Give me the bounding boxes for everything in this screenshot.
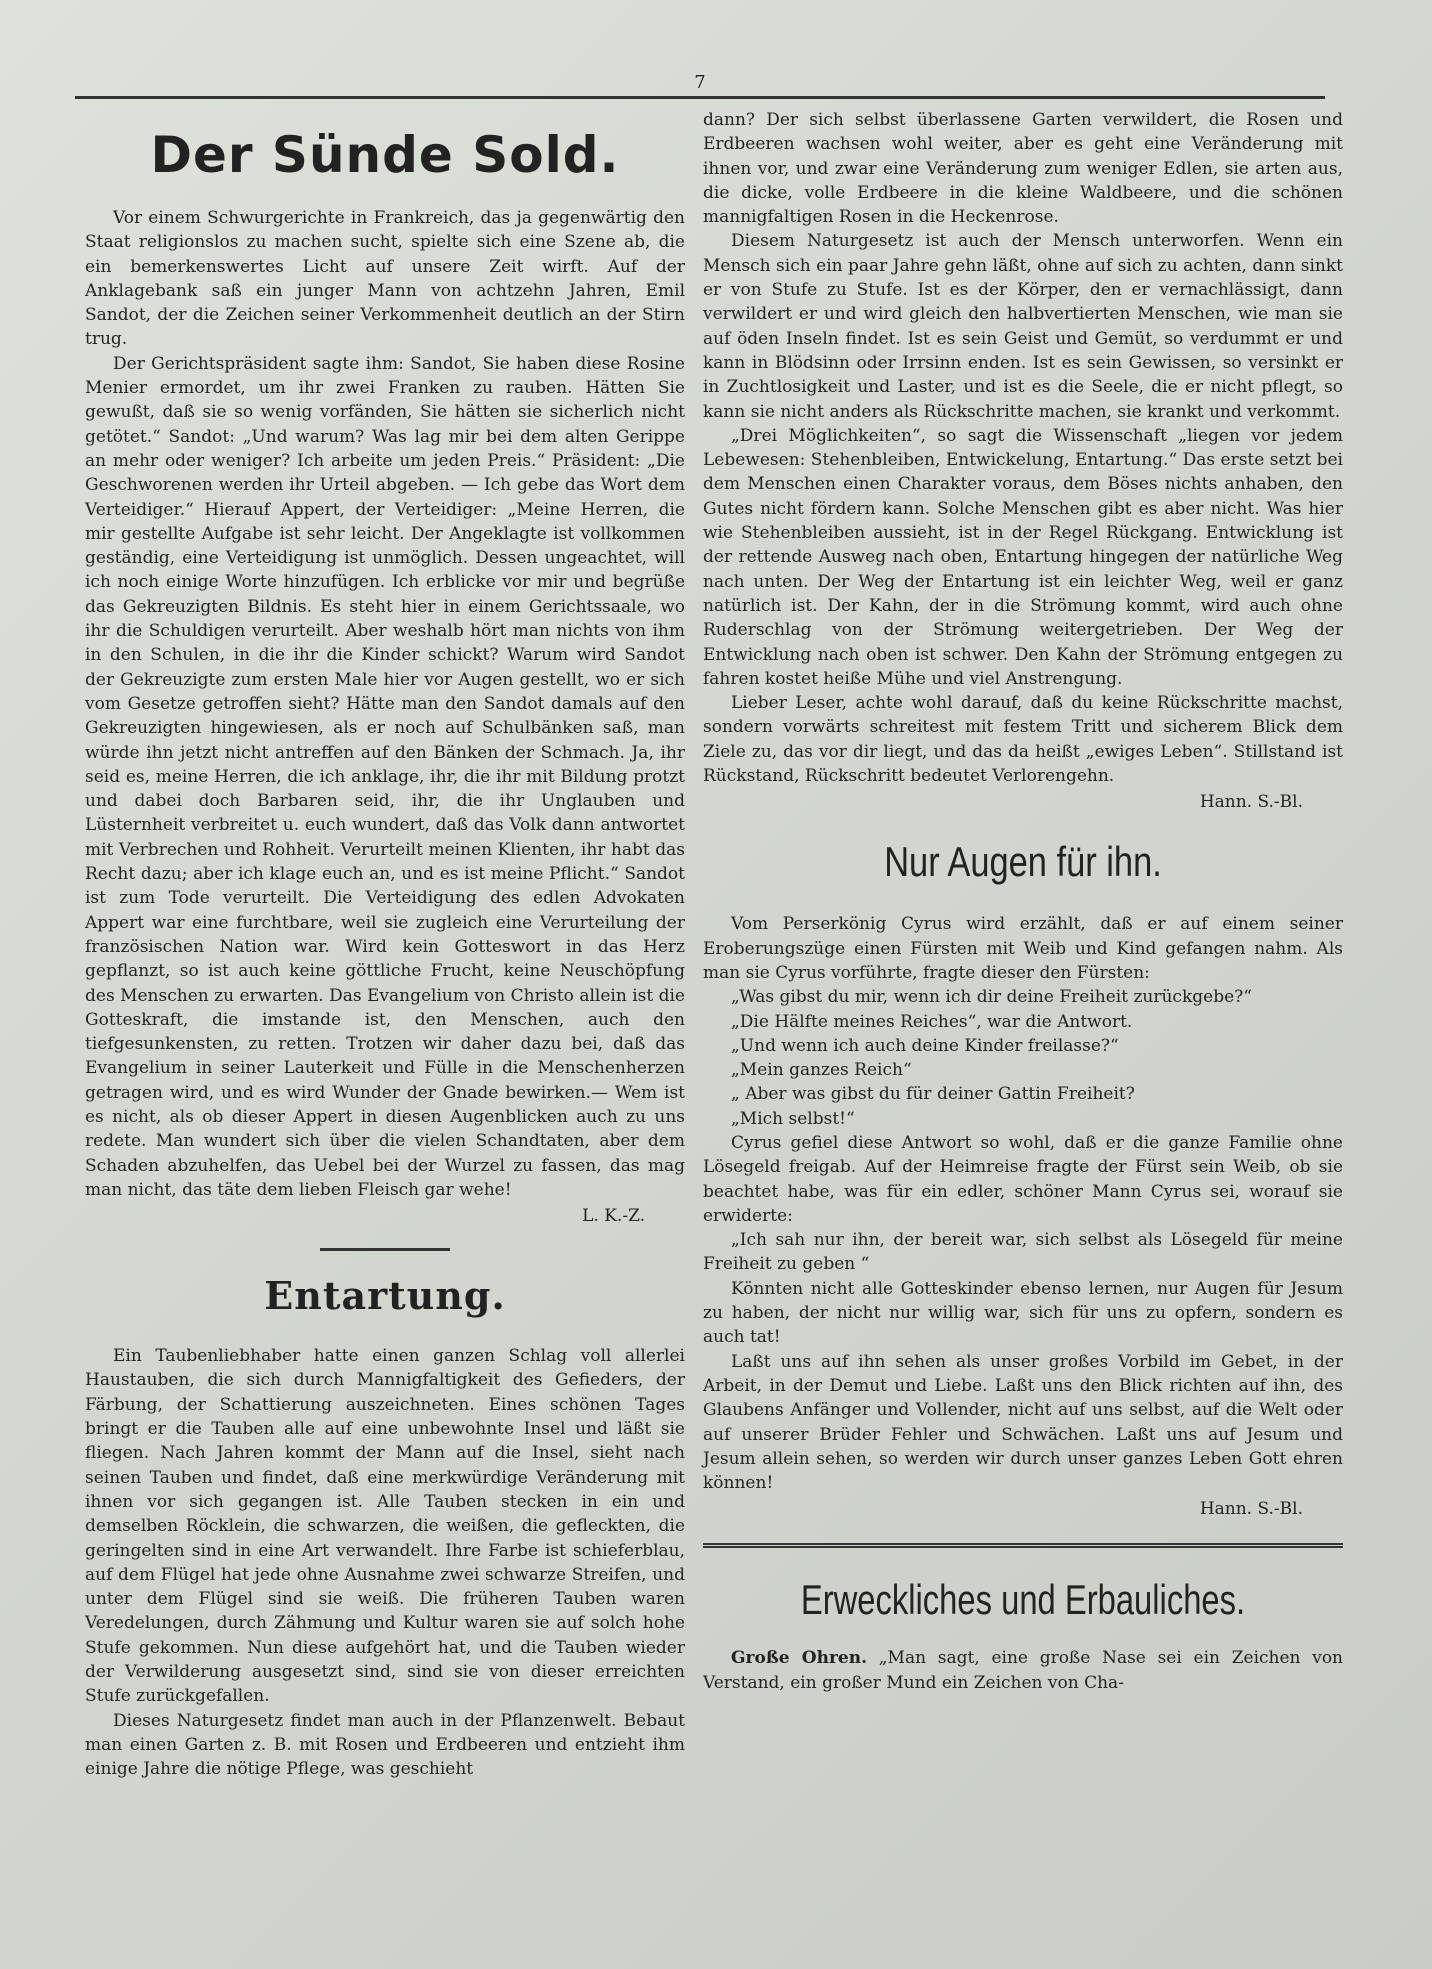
article-title-suende-sold: Der Sünde Sold. [150, 126, 620, 184]
top-rule [75, 96, 1325, 99]
signature: L. K.-Z. [582, 1206, 645, 1227]
dialogue-line: „Die Hälfte meines Reiches“, war die Antwort. [731, 1011, 1133, 1032]
paragraph-text: „Man sagt, eine große Nase sei ein Zeichen von Verstand, ein großer Mund ein Zeichen von Cha- [703, 1648, 1343, 1693]
page-number: 7 [694, 72, 706, 93]
article-title-entartung: Entartung. [264, 1273, 506, 1319]
article-title-nur-augen: Nur Augen für ihn. [884, 838, 1162, 886]
paragraph [703, 1646, 1343, 1695]
section-divider [703, 1543, 1343, 1550]
paragraph: Vor einem Schwurgerichte in Frankreich, das ja gegenwärtig den Staat religionslos zu machen sucht, spielte sich eine Szene ab, die ein bemerkenswertes Licht auf unsere Zeit wirft. Auf der Anklagebank saß ein junger Mann von achtzehn Jahren, Emil Sandot, der die Zeichen seiner Verkommenheit deutlich an der Stirn trug. [85, 208, 685, 350]
lead-term: Große Ohren. [731, 1648, 868, 1669]
right-column [703, 108, 1343, 1695]
left-column [85, 108, 685, 1782]
paragraph: Cyrus gefiel diese Antwort so wohl, daß er die ganze Familie ohne Lösegeld freigab. Auf der Heimreise fragte der Fürst sein Weib, ob sie beachtet habe, was für ein edler, schöner Mann Cyrus sei, worauf sie erwiderte: [703, 1132, 1343, 1226]
signature: Hann. S.-Bl. [1199, 792, 1303, 813]
paragraph: „Drei Möglichkeiten“, so sagt die Wissenschaft „liegen vor jedem Lebewesen: Stehenbleiben, Entwickelung, Entartung.“ Das erste setzt bei dem Menschen einen Charakter voraus, dem Böses nichts anhaben, den Gutes nicht fördern kann. Solche Menschen gibt es aber nicht. Was hier wie Stehenbleiben aussieht, ist in der Regel Rückgang. Entwicklung ist der rettende Ausweg nach oben, Entartung hingegen der natürliche Weg nach unten. Der Weg der Entartung ist ein leichter Weg, weil er ganz natürlich ist. Der Kahn, der in die Strömung kommt, wird auch ohne Ruderschlag von der Strömung weitergetrieben. Der Weg der Entwicklung nach oben ist schwer. Den Kahn der Strömung entgegen zu fahren kostet heiße Mühe und viel Anstrengung. [703, 425, 1343, 689]
paragraph: Vom Perserkönig Cyrus wird erzählt, daß er auf einem seiner Eroberungszüge einen Fürsten mit Weib und Kind gefangen nahm. Als man sie Cyrus vorführte, fragte dieser den Fürsten: [703, 914, 1343, 983]
paragraph: Ein Taubenliebhaber hatte einen ganzen Schlag voll allerlei Haustauben, die sich durch Mannigfaltigkeit des Gefieders, der Färbung, der Schattierung auszeichneten. Eines schönen Tages bringt er die Tauben alle auf eine unbewohnte Insel und läßt sie fliegen. Nach Jahren kommt der Mann auf die Insel, sieht nach seinen Tauben und findet, daß eine merkwürdige Veränderung mit ihnen vor sich gegangen ist. Alle Tauben stecken in ein und demselben Röcklein, die schwarzen, die weißen, die gefleckten, die geringelten sind in eine Art verwandelt. Ihre Farbe ist schieferblau, auf dem Flügel hat jede ohne Ausnahme zwei schwarze Streifen, und unter dem Flügel sind sie weiß. Die früheren Tauben waren Veredelungen, durch Zähmung und Kultur waren sie auf solch hohe Stufe gekommen. Nun diese aufgehört hat, und die Tauben wieder der Verwilderung ausgesetzt sind, sind sie von dieser erreichten Stufe zurückgefallen. [85, 1346, 685, 1707]
paragraph: Laßt uns auf ihn sehen als unser großes Vorbild im Gebet, in der Arbeit, in der Demut und Liebe. Laßt uns den Blick richten auf ihn, des Glaubens Anfänger und Vollender, nicht auf uns selbst, auf die Welt oder auf unserer Brüder Fehler und Schwächen. Laßt uns auf Jesum und Jesum allein sehen, so werden wir durch unser ganzes Leben Gott ehren können! [703, 1351, 1343, 1494]
paragraph: Der Gerichtspräsident sagte ihm: Sandot, Sie haben diese Rosine Menier ermordet, um ihr zwei Franken zu rauben. Hätten Sie gewußt, daß sie so wenig vorfänden, Sie hätten sie sicherlich nicht getötet.“ Sandot: „Und warum? Was lag mir bei dem alten Gerippe an mehr oder weniger? Ich arbeite um jeden Preis.“ Präsident: „Die Geschworenen werden ihr Urteil abgeben. — Ich gebe das Wort dem Verteidiger.“ Hierauf Appert, der Verteidiger: „Meine Herren, die mir gestellte Aufgabe ist sehr leicht. Der Angeklagte ist vollkommen geständig, eine Verteidigung ist unmöglich. Dessen ungeachtet, will ich noch einige Worte hinzufügen. Ich erblicke vor mir und begrüße das Gekreuzigten Bildnis. Es steht hier in einem Gerichtssaale, wo ihr die Schuldigen verurteilt. Aber weshalb hört man nichts von ihm in den Schulen, in die ihr die Kinder schickt? Warum wird Sandot der Gekreuzigte zum ersten Male hier vor Augen gestellt, wo er sich vom Gesetze getroffen sieht? Hätte man den Sandot damals auf den Gekreuzigten hingewiesen, als er noch auf Schulbänken saß, man würde ihn jetzt nicht antreffen auf den Bänken der Schmach. Ja, ihr seid es, meine Herren, die ich anklage, ihr, die ihr mit Bildung protzt und dabei doch Barbaren seid, ihr, die ihr Unglauben und Lüsternheit verbreitet u. euch wundert, daß das Volk dann antwortet mit Verbrechen und Rohheit. Verurteilt meinen Klienten, ihr habt das Recht dazu; aber ich klage euch an, und es ist meine Pflicht.“ Sandot ist zum Tode verurteilt. Die Verteidigung des edlen Advokaten Appert war eine furchtbare, weil sie zugleich eine Verurteilung der französischen Nation war. Wird kein Gotteswort in das Herz gepflanzt, so ist auch keine göttliche Frucht, keine Neuschöpfung des Menschen zu erwarten. Das Evangelium von Christo allein ist die Gotteskraft, die imstande ist, den Menschen, auch den tiefgesunkensten, zu retten. Trotzen wir daher dazu bei, daß das Evangelium in seiner Lauterkeit und Fülle in die Menschenherzen getragen wird, und es wird Wunder der Gnade bewirken.— Wem ist es nicht, als ob dieser Appert in diesen Augenblicken auch zu uns redete. Man wundert sich über die vielen Schandtaten, aber dem Schaden abzuhelfen, das Uebel bei der Wurzel zu fassen, das mag man nicht, das täte dem lieben Fleisch gar wehe! [85, 353, 685, 1200]
section-divider [320, 1248, 450, 1251]
paragraph: Diesem Naturgesetz ist auch der Mensch unterworfen. Wenn ein Mensch sich ein paar Jahre gehn läßt, ohne auf sich zu achten, dann sinkt er von Stufe zu Stufe. Ist es der Körper, den er vernachlässigt, dann verwildert er und wird gleich den halbvertierten Menschen, wie man sie auf öden Inseln findet. Ist es sein Geist und Gemüt, so verdummt er und kann in Blödsinn oder Irrsinn enden. Ist es sein Gewissen, so versinkt er in Zuchtlosigkeit und Laster, und ist es die Seele, die er nicht pflegt, so kann sie nicht anders als Rückschritte machen, sie krankt und verkommt. [703, 231, 1343, 422]
paragraph: „Ich sah nur ihn, der bereit war, sich selbst als Lösegeld für meine Freiheit zu geben “ [703, 1230, 1343, 1275]
dialogue-line: „Mein ganzes Reich“ [731, 1060, 912, 1081]
signature: Hann. S.-Bl. [1199, 1499, 1303, 1520]
paragraph: Lieber Leser, achte wohl darauf, daß du keine Rückschritte machst, sondern vorwärts schreitest mit festem Tritt und sicherem Blick dem Ziele zu, das vor dir liegt, und das da heißt „ewiges Leben“. Stillstand ist Rückstand, Rückschritt bedeutet Verlorengehn. [703, 693, 1343, 787]
article-title-erweckliches: Erweckliches und Erbauliches. [800, 1576, 1246, 1624]
paragraph: Könnten nicht alle Gotteskinder ebenso lernen, nur Augen für Jesum zu haben, der nicht nur willig war, sich für uns zu opfern, sondern es auch tat! [703, 1278, 1343, 1348]
paragraph: Dieses Naturgesetz findet man auch in der Pflanzenwelt. Bebaut man einen Garten z. B. mit Rosen und Erdbeeren und entzieht ihm einige Jahre die nötige Pflege, was geschieht [85, 1710, 685, 1780]
dialogue-line: „ Aber was gibst du für deiner Gattin Freiheit? [731, 1084, 1135, 1105]
dialogue-line: „Und wenn ich auch deine Kinder freilasse?“ [731, 1035, 1119, 1056]
dialogue-line: „Mich selbst!“ [731, 1108, 855, 1129]
paragraph: dann? Der sich selbst überlassene Garten verwildert, die Rosen und Erdbeeren wachsen wohl weiter, aber es geht eine Veränderung mit ihnen vor, und zwar eine Veränderung zum weniger Edlen, sie arten aus, die dicke, volle Erdbeere in die kleine Waldbeere, und die schönen mannigfaltigen Rosen in die Heckenrose. [703, 110, 1343, 228]
dialogue-line: „Was gibst du mir, wenn ich dir deine Freiheit zurückgebe?“ [731, 987, 1252, 1008]
